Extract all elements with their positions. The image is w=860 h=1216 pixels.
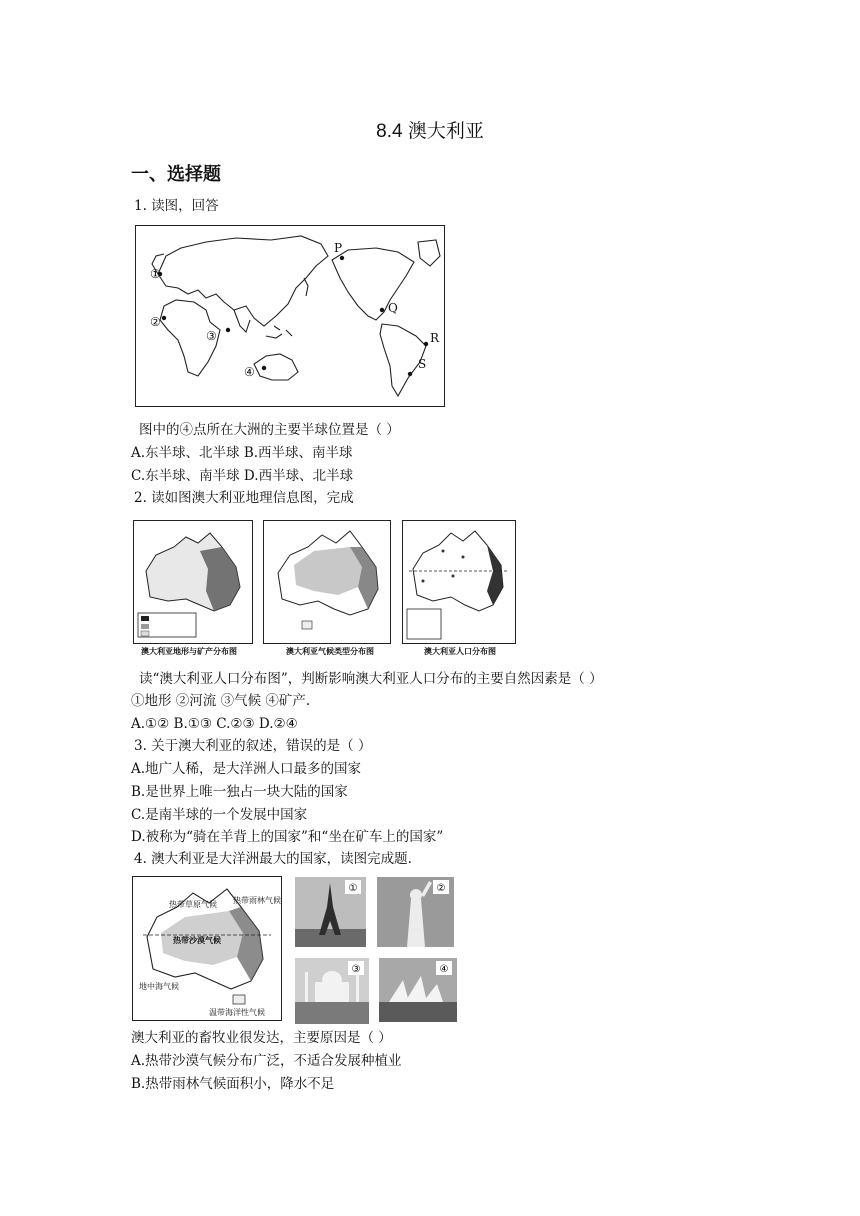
caption-climate: 澳大利亚气候类型分布图 <box>286 647 374 656</box>
q1-options-ab: A.东半球、北半球 B.西半球、南半球 <box>131 445 353 461</box>
photo-label: ③ <box>351 964 361 975</box>
map-label: S <box>418 357 427 371</box>
statue-of-liberty-image <box>377 877 454 947</box>
q2-options: A.①② B.①③ C.②③ D.②④ <box>131 716 298 732</box>
q4-question: 澳大利亚的畜牧业很发达，主要原因是（ ） <box>131 1030 392 1046</box>
world-map-figure <box>135 225 445 407</box>
caption-population: 澳大利亚人口分布图 <box>424 647 496 656</box>
photo-statue-of-liberty <box>377 877 454 947</box>
page-title: 8.4 澳大利亚 <box>376 121 484 142</box>
photo-label: ② <box>436 883 446 894</box>
map-label: R <box>430 331 440 345</box>
australia-climate-detail <box>133 877 281 1020</box>
q1-stem: 1. 读图，回答 <box>134 198 219 214</box>
population-map <box>402 520 516 644</box>
climate-label: 温带海洋性气候 <box>209 1008 265 1017</box>
photo-sydney-opera-house <box>379 958 457 1022</box>
q3-option-d: D.被称为“骑在羊背上的国家”和“坐在矿车上的国家” <box>131 829 444 845</box>
map-label: ① <box>150 267 161 281</box>
map-label: ② <box>150 315 161 329</box>
q1-options-cd: C.东半球、南半球 D.西半球、北半球 <box>131 468 354 484</box>
map-label: Q <box>388 301 398 315</box>
taj-mahal-image <box>295 958 369 1024</box>
q4-option-a: A.热带沙漠气候分布广泛，不适合发展种植业 <box>131 1053 402 1069</box>
caption-terrain: 澳大利亚地形与矿产分布图 <box>141 647 237 656</box>
eiffel-tower-image <box>295 877 366 947</box>
q4-stem: 4. 澳大利亚是大洋洲最大的国家，读图完成题. <box>134 851 412 867</box>
section-heading: 一、选择题 <box>131 164 221 185</box>
climate-type-map <box>263 520 391 644</box>
climate-label: 地中海气候 <box>139 982 179 991</box>
climate-label: 热带雨林气候 <box>233 896 281 905</box>
australia-population-figure <box>403 521 515 643</box>
australia-climate-figure <box>264 521 390 643</box>
q3-stem: 3. 关于澳大利亚的叙述，错误的是（ ） <box>134 738 372 754</box>
australia-terrain-figure <box>134 521 252 643</box>
map-label: ④ <box>244 365 255 379</box>
photo-label: ④ <box>439 964 449 975</box>
photo-eiffel-tower <box>295 877 366 947</box>
photo-taj-mahal <box>295 958 369 1024</box>
climate-map-q4 <box>132 876 282 1021</box>
climate-label: 热带草原气候 <box>169 900 217 909</box>
terrain-mineral-map <box>133 520 253 644</box>
photo-label: ① <box>348 883 358 894</box>
map-label: P <box>334 241 343 255</box>
q4-option-b: B.热带雨林气候面积小，降水不足 <box>131 1076 335 1092</box>
map-label: ③ <box>206 329 217 343</box>
climate-label: 热带沙漠气候 <box>173 936 221 945</box>
q3-option-b: B.是世界上唯一独占一块大陆的国家 <box>131 784 348 800</box>
q2-stem: 2. 读如图澳大利亚地理信息图，完成 <box>134 490 354 506</box>
q2-question: 读“澳大利亚人口分布图”，判断影响澳大利亚人口分布的主要自然因素是（ ） <box>139 671 603 687</box>
sydney-opera-house-image <box>379 958 457 1022</box>
q3-option-c: C.是南半球的一个发展中国家 <box>131 807 308 823</box>
world-map <box>136 226 444 406</box>
q1-question: 图中的④点所在大洲的主要半球位置是（ ） <box>139 422 400 438</box>
q2-factors: ①地形 ②河流 ③气候 ④矿产. <box>131 693 311 709</box>
q3-option-a: A.地广人稀，是大洋洲人口最多的国家 <box>131 761 362 777</box>
